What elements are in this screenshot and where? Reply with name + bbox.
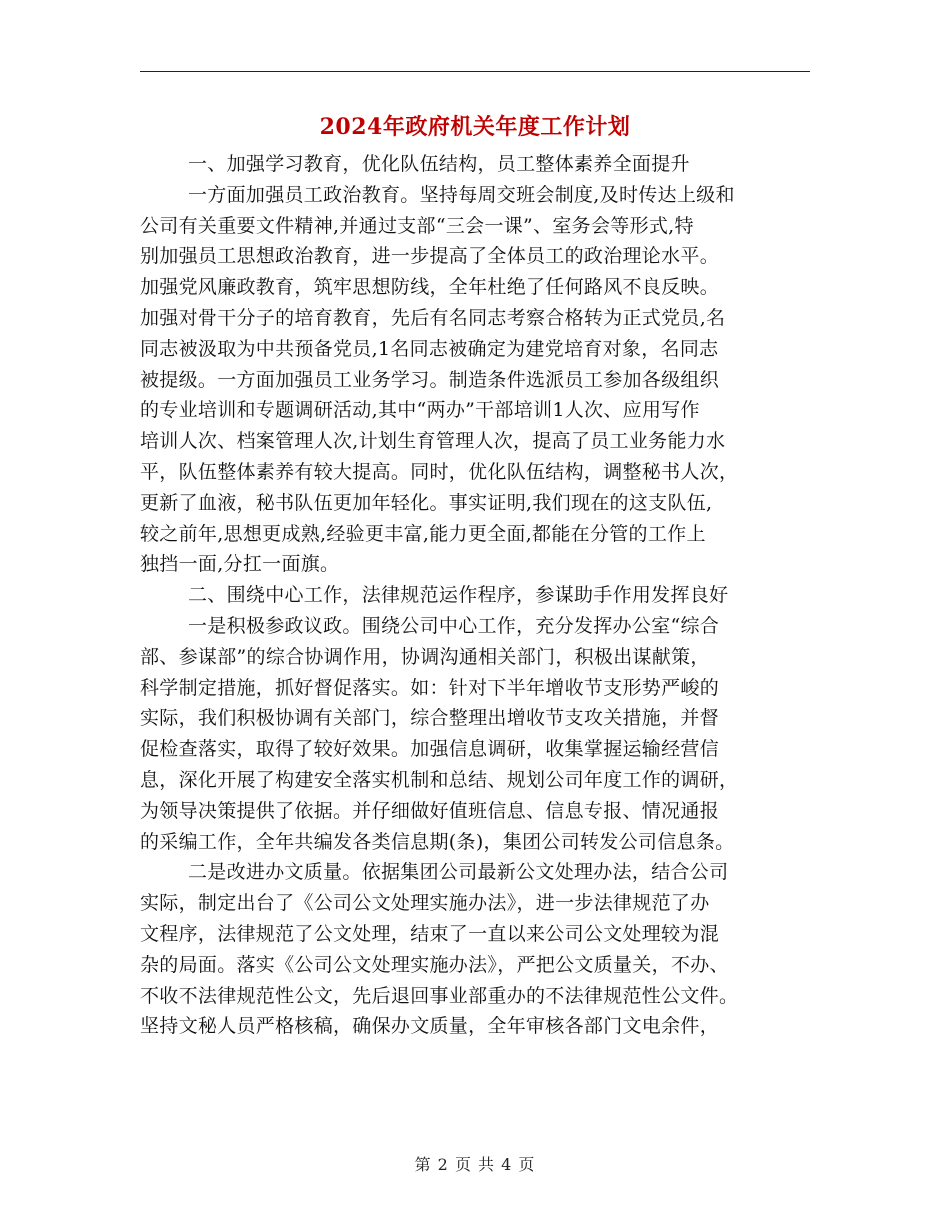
text-line: 被提级。一方面加强员工业务学习。制造条件选派员工参加各级组织 (140, 368, 720, 391)
text-line: 加强党风廉政教育，筑牢思想防线，全年杜绝了任何路风不良反映。 (140, 276, 720, 299)
text-line: 别加强员工思想政治教育，进一步提高了全体员工的政治理论水平。 (140, 245, 720, 268)
text-line: 加强对骨干分子的培育教育，先后有名同志考察合格转为正式党员,名 (140, 306, 726, 329)
text-line: 一、加强学习教育，优化队伍结构，员工整体素养全面提升 (188, 153, 690, 175)
text-line: 二、围绕中心工作，法律规范运作程序，参谋助手作用发挥良好 (188, 584, 729, 607)
text-line: 二是改进办文质量。依据集团公司最新公文处理办法，结合公司 (188, 861, 729, 884)
text-line: 为领导决策提供了依据。并仔细做好值班信息、信息专报、情况通报 (140, 799, 720, 822)
text-line: 一方面加强员工政治教育。坚持每周交班会制度,及时传达上级和 (188, 183, 735, 206)
text-line: 的采编工作，全年共编发各类信息期(条)，集团公司转发公司信息条。 (140, 830, 735, 853)
text-line: 独挡一面,分扛一面旗。 (140, 553, 340, 576)
text-line: 平，队伍整体素养有较大提高。同时，优化队伍结构，调整秘书人次， (140, 460, 739, 483)
text-line: 公司有关重要文件精神,并通过支部“三会一课”、室务会等形式,特 (140, 214, 694, 237)
text-line: 杂的局面。落实《公司公文处理实施办法》，严把公文质量关，不办、 (140, 953, 729, 976)
header-rule (140, 71, 810, 72)
text-line: 实际，制定出台了《公司公文处理实施办法》，进一步法律规范了办 (140, 892, 710, 915)
text-line: 实际，我们积极协调有关部门，综合整理出增收节支攻关措施，并督 (140, 707, 720, 730)
document-title: 2024年政府机关年度工作计划 (319, 114, 631, 140)
text-line: 坚持文秘人员严格核稿，确保办文质量，全年审核各部门文电余件， (140, 1015, 720, 1038)
text-line: 不收不法律规范性公文，先后退回事业部重办的不法律规范性公文件。 (140, 984, 739, 1007)
text-line: 文程序，法律规范了公文处理，结束了一直以来公司公文处理较为混 (140, 922, 720, 945)
text-line: 科学制定措施，抓好督促落实。如：针对下半年增收节支形势严峻的 (140, 676, 720, 699)
text-line: 一是积极参政议政。围绕公司中心工作，充分发挥办公室“综合 (188, 614, 720, 637)
text-line: 部、参谋部”的综合协调作用，协调沟通相关部门，积极出谋献策， (140, 645, 710, 668)
text-line: 较之前年,思想更成熟,经验更丰富,能力更全面,都能在分管的工作上 (140, 522, 706, 545)
page-footer: 第 2 页 共 4 页 (414, 1155, 536, 1174)
document-body (140, 149, 810, 1042)
text-line: 培训人次、档案管理人次,计划生育管理人次，提高了员工业务能力水 (140, 430, 726, 453)
text-line: 同志被汲取为中共预备党员,1名同志被确定为建党培育对象，名同志 (140, 337, 719, 360)
text-line: 促检查落实，取得了较好效果。加强信息调研，收集掌握运输经营信 (140, 738, 720, 761)
text-line: 的专业培训和专题调研活动,其中“两办”干部培训1人次、应用写作 (140, 399, 700, 422)
text-line: 息，深化开展了构建安全落实机制和总结、规划公司年度工作的调研， (140, 768, 739, 791)
text-line: 更新了血液，秘书队伍更加年轻化。事实证明,我们现在的这支队伍, (140, 491, 713, 514)
